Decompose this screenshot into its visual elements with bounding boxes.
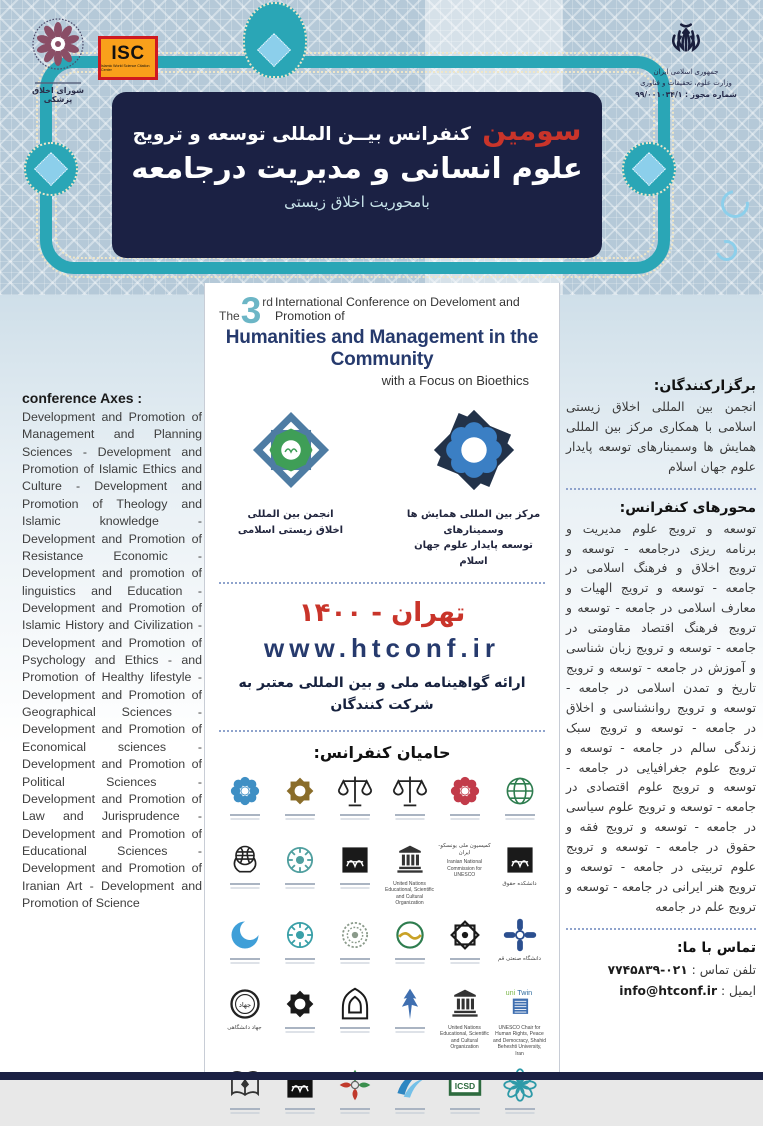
contact-phone-label: تلفن تماس : [687,962,756,977]
sponsor-caption: دانشگاه صنعتی قم [497,955,542,962]
sponsor-azad-icon [383,985,436,1023]
scroll-curl-icon [716,185,755,224]
sponsor-logo [383,841,436,907]
sponsor-wreath-icon [328,916,381,954]
title-line2: Humanities and Management in the Community [225,327,539,370]
banner-line1-ordinal: سومین [482,114,582,147]
svg-text:uni: uni [505,987,515,997]
conference-axes-column [22,390,202,912]
sponsor-seal-icon [218,985,271,1023]
sponsor-caption-illegible [285,958,315,960]
sponsor-logo [438,985,491,1058]
sponsor-logo [438,916,491,976]
banner-line3: بامحوریت اخلاق زیستی [284,193,430,211]
sponsor-logo [328,985,381,1058]
sponsor-logo [273,985,326,1058]
sponsor-caption-illegible [230,814,260,816]
contact-email-line [566,981,756,1002]
sponsor-logo [493,841,546,907]
contact-block [566,940,756,1002]
website-url: www.htconf.ir [264,633,500,663]
sponsor-unesco-icon [383,841,436,879]
frame-right-medallion [622,142,676,196]
svg-text:جهاد: جهاد [238,1000,251,1009]
isc-caption: Islamic World Science Citation Center [101,64,150,73]
dashed-divider [219,582,545,584]
sponsor-caption-illegible [395,958,425,960]
organizers-heading: برگزارکنندگان: [653,378,756,394]
sponsor-swirl-icon [218,916,271,954]
sponsor-logo [328,841,381,907]
university-seal [26,18,90,104]
sponsor-logo [383,916,436,976]
certificate-line2: شرکت کنندگان [330,697,434,714]
banner-line1 [112,114,602,147]
dashed-divider [219,730,545,732]
center-panel [204,283,560,1092]
sponsor-pinwheel-icon [493,916,546,954]
sponsor-caption-illegible [340,883,370,885]
title-number: 3 [240,290,262,332]
sponsor-logo [218,985,271,1058]
sponsor-logo [218,841,271,907]
sponsor-star8-icon [273,985,326,1023]
svg-text:Twin: Twin [516,987,532,997]
axes-heading-en: conference Axes : [22,390,143,406]
contact-heading: تماس با ما: [676,939,756,956]
sponsor-caption-illegible [450,958,480,960]
sponsor-logo [218,916,271,976]
org2-caption-line1: مرکز بین المللی همایش ها وسمینارهای [406,509,541,536]
sponsor-globe-icon [493,772,546,810]
emblem-line-2: وزارت علوم، تحقیقات و فناوری [640,78,732,87]
certificate-line1: ارائه گواهینامه ملی و بین المللی معتبر به [238,675,526,691]
emblem-line-1: جمهوری اسلامی ایران [653,68,719,76]
sponsors-heading: حامیان کنفرانس: [313,742,451,762]
svg-text:ICSD: ICSD [454,1081,475,1092]
title-line3: with a Focus on Bioethics [381,373,529,388]
conference-center-logo-icon [430,481,518,498]
bioethics-association-logo-block [217,406,364,569]
sponsor-logo [328,772,381,832]
isc-label: ISC [111,42,145,64]
sponsor-caption-illegible [230,1108,260,1110]
sponsor-caption-illegible [395,814,425,816]
sponsor-callig-icon [328,841,381,879]
scroll-curl-icon [712,236,741,265]
sponsor-unesco-icon [438,985,491,1023]
sponsor-logo [383,985,436,1058]
sponsor-caption: UNESCO Chair for Human Rights, Peace and Democracy, Shahid Beheshti University, Iran [493,1024,546,1057]
contact-email-address: info@htconf.ir [619,983,718,998]
sponsor-caption-illegible [285,1027,315,1029]
seal-caption: شورای اخلاق پزشکی [31,86,85,104]
sponsor-caption: کمیسیون ملی یونسکو- ایران [438,842,491,856]
sponsor-caption-illegible [340,958,370,960]
sponsor-caption-illegible [505,1108,535,1110]
sponsor-logo [493,772,546,832]
contact-phone-number: ۰۲۱-۷۷۴۵۸۳۹ [607,962,688,977]
sponsor-caption-illegible [395,1027,425,1029]
sponsor-logo [383,772,436,832]
sponsor-logo [273,841,326,907]
city-year: تهران - ۱۴۰۰ [298,598,466,628]
sponsor-caption-illegible [340,1027,370,1029]
emblem-license-number: شماره مجوز : ۹۹/۰۰۱۰۳۴/۱ [635,89,737,99]
banner-line2: علوم انسانی و مدیریت درجامعه [131,151,583,185]
contact-email-label: ایمیل : [717,983,756,998]
university-seal-icon [29,63,87,80]
sponsor-caption: دانشکده حقوق [502,880,537,887]
org2-caption-line2: توسعه پایدار علوم جهان اسلام [414,540,533,567]
organizer-logos-row [217,406,547,569]
sponsor-caption-illegible [285,814,315,816]
sponsor-caption-illegible [505,814,535,816]
bioethics-association-logo-icon [247,481,335,498]
conference-center-logo-block [400,406,547,569]
sponsor-caption-illegible [230,883,260,885]
sponsor-caption-illegible [340,1108,370,1110]
title-the: The [219,309,240,323]
sponsor-logo [493,985,546,1058]
sponsor-logo [218,772,271,832]
dashed-divider [566,488,756,490]
sponsor-logo [493,916,546,976]
axes-heading-fa: محورهای کنفرانس: [619,499,756,516]
sponsor-flower-icon [438,772,491,810]
org1-caption-line1: انجمن بین المللی [247,509,334,520]
english-title-block [217,283,547,388]
sponsor-logo [438,772,491,832]
sponsor-logo [328,916,381,976]
axes-body-fa: توسعه و ترویج علوم مدیریت و برنامه ریزی درجامعه - توسعه و ترویج اخلاق و فرهنگ اسلامی در جامعه - توسعه و ترویج الهیات و معارف اسلامی در جامعه - توسعه و ترویج فرهنگ اقتصاد مقاومتی در جامعه - توسعه و ترویج زبان شناسی و آموزش در جامعه - توسعه و ترویج تاریخ و تمدن اسلامی در جامعه - توسعه و ترویج روانشناسی و اخلاق در جامعه - توسعه و ترویج سبک زندگی سالم در جامعه - توسعه و ترویج علوم جغرافیایی در جامعه - توسعه و ترویج علوم اقتصادی در جامعه - توسعه و ترویج علوم سیاسی در جامعه - توسعه و ترویج فقه و حقوق در جامعه - توسعه و ترویج علوم تربیتی در جامعه - توسعه و ترویج هنر ایرانی در جامعه - توسعه و ترویج علم در جامعه [566,521,756,914]
right-info-column [566,378,756,1002]
sponsor-flower-icon [218,772,271,810]
sponsor-wave-icon [383,916,436,954]
national-emblem-block [623,22,749,100]
frame-top-ornament [243,2,307,78]
sponsor-caption-illegible [450,1108,480,1110]
title-line1: International Conference on Develoment and Promotion of [274,295,520,323]
dashed-divider [566,928,756,930]
sponsor-octagram-icon [438,916,491,954]
certificate-note [217,672,547,717]
iran-emblem-icon [668,49,704,66]
title-banner [112,92,602,258]
sponsor-logo [273,772,326,832]
sponsor-scales-icon [328,772,381,810]
seal-small-text [35,82,81,84]
frame-left-medallion [24,142,78,196]
sponsor-logo [273,916,326,976]
sponsor-scales-icon [383,772,436,810]
organizers-body: انجمن بین المللی اخلاق زیستی اسلامی با همکاری مرکز بین المللی همایش ها وسمینارهای توسعه پایدار علوم جهان اسلام [566,400,756,474]
contact-phone-line [566,960,756,981]
banner-line1-text: کنفرانس بیــن المللی توسعه و ترویج [132,124,471,145]
sponsor-hands-icon [218,841,271,879]
sponsor-caption: Iranian National Commission for UNESCO [446,859,483,879]
sponsor-caption-illegible [450,814,480,816]
isc-logo [98,36,158,80]
sponsor-caption: جهاد دانشگاهی [227,1024,262,1031]
poster-body [0,290,763,1092]
sponsor-caption-illegible [395,1108,425,1110]
sponsor-caption-illegible [285,1108,315,1110]
sponsor-caption: United Nations Educational, Scientific and Cultural Organization [440,1024,489,1051]
sponsor-caption-illegible [285,883,315,885]
sponsor-caption: United Nations Educational, Scientific and Cultural Organization [385,880,434,907]
sponsor-unitwin-icon [493,985,546,1023]
sponsor-compass-icon [273,916,326,954]
axes-body-en: Development and Promotion of Management and Planning Sciences - Development and Promotion of Islamic Ethics and Culture - Development and Promotion of Theology and Islamic knowledge - Development and Promotion of Resistance Economic - Development and promotion of linguistics and Education - Development and Promotion of Islamic History and Civilization - Development and Promotion of Psychology and Ethics - and Promotion of Healthy lifestyle - Development and Promotion of Geographical Sciences - Development and Promotion of Economical sciences - Development and Promotion of Political Sciences - Development and Promotion of Law and Jurisprudence - Development and Promotion of Educational Sciences - Development and Promotion of Iranian Art - Development and Promotion of Science [22,410,202,911]
sponsor-arch-icon [328,985,381,1023]
sponsor-caption-illegible [340,814,370,816]
sponsor-callig-icon [493,841,546,879]
sponsor-logo [438,841,491,907]
bottom-navy-bar [0,1072,763,1080]
sponsor-star8-icon [273,772,326,810]
title-ordinal: rd [262,295,273,309]
sponsor-caption-illegible [230,958,260,960]
org1-caption-line2: اخلاق زیستی اسلامی [237,524,344,536]
header-pattern-band [0,0,763,295]
sponsor-compass-icon [273,841,326,879]
